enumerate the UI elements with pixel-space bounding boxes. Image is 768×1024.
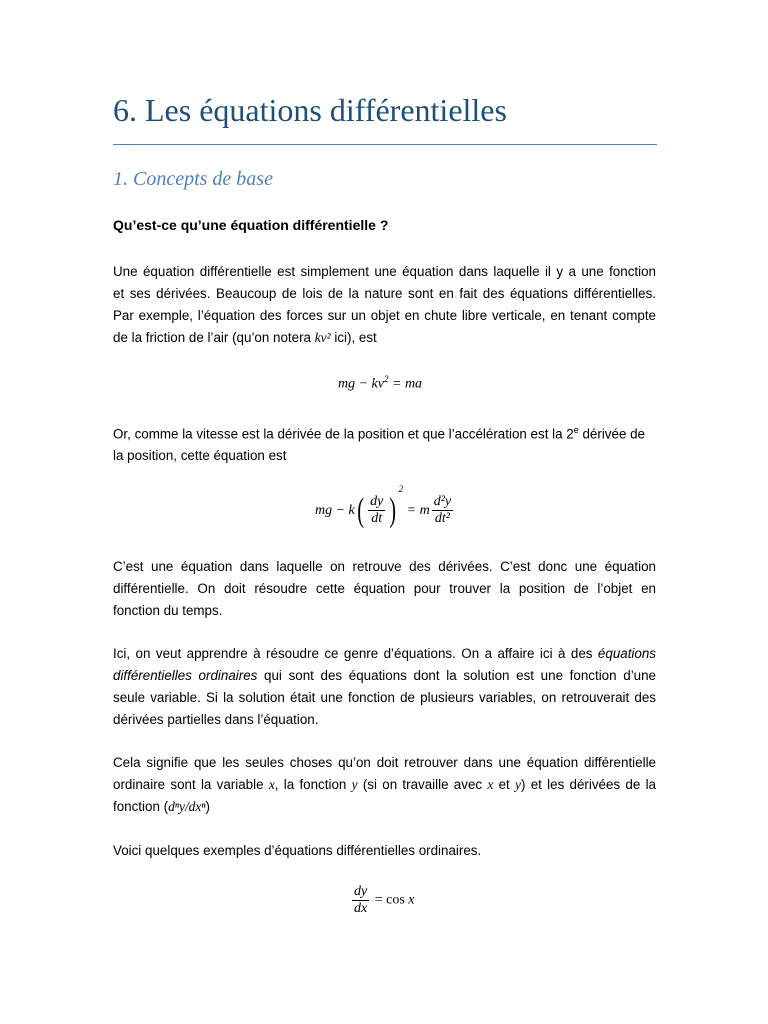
fraction-denominator: dt xyxy=(371,511,383,527)
paragraph-line: Cela signifie que les seules choses qu’on doit retrouver dans une équation différentielle xyxy=(113,755,656,770)
text: ) et les dérivées de la xyxy=(520,777,656,792)
equation-lhs: mg − k xyxy=(315,502,355,518)
paragraph-line: Voici quelques exemples d’équations différentielles ordinaires. xyxy=(113,843,482,858)
fraction-d2y-dt2 xyxy=(432,494,453,527)
paragraph-line: et ses dérivées. Beaucoup de lois de la nature sont en fait des équations différentielles. xyxy=(113,286,656,301)
title-divider xyxy=(113,144,657,145)
paragraph-line: différentielle. On doit résoudre cette équation pour trouver la position de l’objet en xyxy=(113,581,656,596)
text: ordinaire sont la variable xyxy=(113,777,269,792)
math-inline: x xyxy=(268,777,275,792)
text: Ici, on veut apprendre à résoudre ce genre d’équations. On a affaire ici à des xyxy=(113,646,598,661)
text: ici), est xyxy=(330,330,377,345)
math-inline: y xyxy=(515,777,521,792)
math-inline: kv² xyxy=(314,330,331,345)
paragraph-line xyxy=(113,796,656,818)
paragraph-line xyxy=(113,327,656,349)
right-paren: ) xyxy=(389,491,397,529)
equation-rhs: = ma xyxy=(388,376,423,392)
text: (si on travaille avec xyxy=(357,777,488,792)
text: et xyxy=(493,777,516,792)
question-heading: Qu’est-ce qu’une équation différentielle ? xyxy=(113,217,389,233)
text: fonction ( xyxy=(113,799,169,814)
equation-exponent: 2 xyxy=(398,484,404,494)
paragraph-line: fonction du temps. xyxy=(113,603,223,618)
paragraph-line: dérivées partielles dans l’équation. xyxy=(113,712,319,727)
italic-text: équations xyxy=(597,646,656,661)
cos-function: cos xyxy=(386,892,405,908)
fraction-dy-dt xyxy=(368,494,385,527)
text: , la fonction xyxy=(274,777,352,792)
math-inline: x xyxy=(487,777,494,792)
fraction-numerator: dy xyxy=(354,884,368,899)
fraction-denominator: dt² xyxy=(434,511,450,527)
paragraph-line: la position, cette équation est xyxy=(113,448,287,464)
section-title: 1. Concepts de base xyxy=(113,168,273,190)
left-paren: ( xyxy=(357,491,364,529)
paragraph-line xyxy=(113,665,656,687)
math-inline: dⁿy/dxⁿ xyxy=(168,799,206,814)
text: de la friction de l’air (qu’on notera xyxy=(113,330,315,345)
equation-differential xyxy=(315,484,455,528)
equation-rhs: = m xyxy=(403,502,430,518)
paragraph-exemples xyxy=(113,840,656,862)
paragraph-line xyxy=(113,643,656,665)
paragraph-vitesse xyxy=(113,419,656,467)
paragraph-variables xyxy=(113,752,656,818)
paragraph-derivees xyxy=(113,556,656,622)
paragraph-line: Une équation différentielle est simplement une équation dans laquelle il y a une fonction xyxy=(113,264,656,279)
math-variable: x xyxy=(408,892,415,908)
fraction-numerator: dy xyxy=(370,494,384,510)
italic-text: différentielles ordinaires xyxy=(113,668,258,683)
superscript: e xyxy=(573,425,579,435)
chapter-title: 6. Les équations différentielles xyxy=(113,92,507,128)
paragraph-line: C’est une équation dans laquelle on retrouve des dérivées. C’est donc une équation xyxy=(113,559,656,574)
paragraph-line xyxy=(113,419,656,445)
fraction-denominator: dx xyxy=(354,901,368,916)
equals-sign: = xyxy=(371,892,387,908)
paragraph-line: Par exemple, l’équation des forces sur un objet en chute libre verticale, en tenant compte xyxy=(113,308,656,323)
text: qui sont des équations dont la solution est une fonction d’une xyxy=(257,668,657,683)
equation-example-cos xyxy=(350,884,415,917)
paragraph-intro xyxy=(113,261,656,349)
equation-forces xyxy=(338,374,422,393)
equation-lhs: mg − kv xyxy=(338,376,384,392)
text: dérivée de xyxy=(578,426,646,442)
paragraph-line xyxy=(113,774,656,796)
text: Or, comme la vitesse est la dérivée de la position et que l’accélération est la 2 xyxy=(113,426,574,442)
paragraph-line: seule variable. Si la solution était une fonction de plusieurs variables, on retrouverait des xyxy=(113,690,656,705)
text: ) xyxy=(205,799,210,814)
equation-exponent: 2 xyxy=(384,374,389,384)
math-inline: y xyxy=(351,777,358,792)
paragraph-ordinaires xyxy=(113,643,656,731)
fraction-numerator: d²y xyxy=(433,494,452,510)
fraction-dy-dx xyxy=(352,884,369,917)
